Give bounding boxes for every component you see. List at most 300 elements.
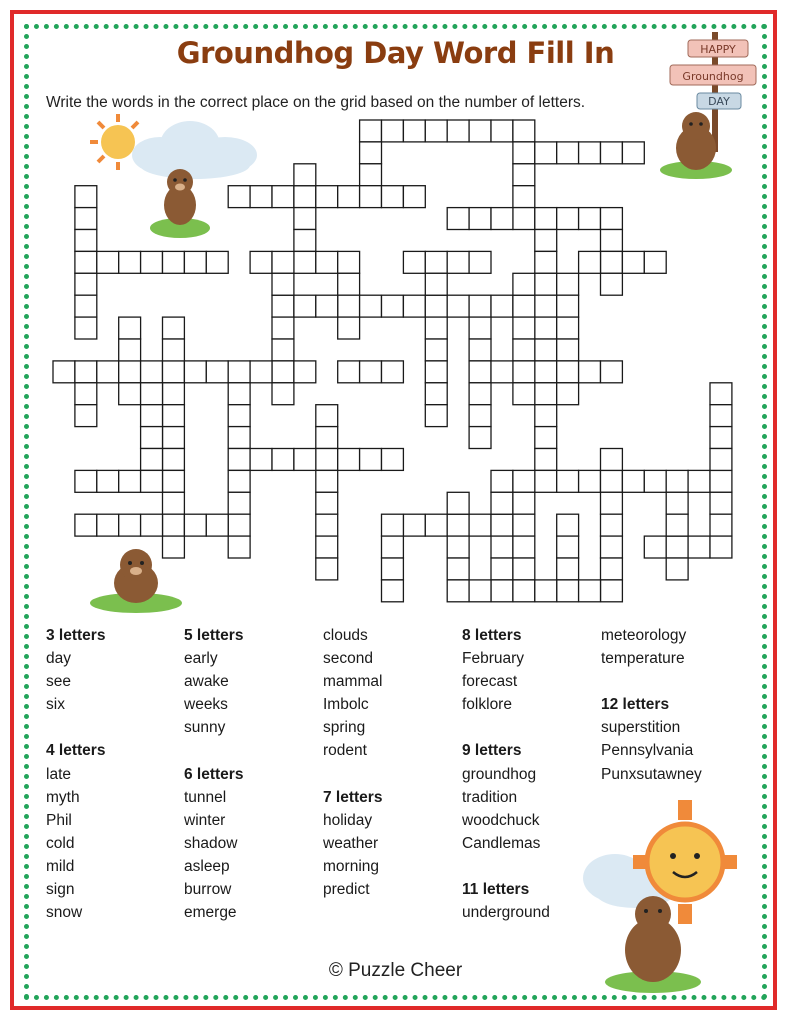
- word-list-column-4: [462, 624, 550, 924]
- word-list-item: morning: [323, 857, 379, 875]
- grid-cell[interactable]: [206, 361, 228, 383]
- grid-cell[interactable]: [491, 470, 513, 492]
- grid-cell[interactable]: [228, 470, 250, 492]
- word-list-item: see: [46, 673, 71, 691]
- grid-cell[interactable]: [710, 405, 732, 427]
- grid-cell[interactable]: [710, 492, 732, 514]
- grid-cell[interactable]: [491, 361, 513, 383]
- grid-cell[interactable]: [425, 514, 447, 536]
- word-list-column-2: [184, 624, 243, 924]
- grid-cell[interactable]: [447, 208, 469, 230]
- word-group-heading: 8 letters: [462, 627, 522, 644]
- grid-cell[interactable]: [579, 361, 601, 383]
- grid-cell[interactable]: [228, 405, 250, 427]
- grid-cell[interactable]: [403, 295, 425, 317]
- grid-cell[interactable]: [469, 514, 491, 536]
- grid-cell[interactable]: [75, 470, 97, 492]
- grid-cell[interactable]: [601, 470, 623, 492]
- grid-cell[interactable]: [513, 514, 535, 536]
- grid-cell[interactable]: [491, 295, 513, 317]
- grid-cell[interactable]: [557, 558, 579, 580]
- word-group-heading: 5 letters: [184, 627, 244, 644]
- word-list-item: tunnel: [184, 788, 227, 806]
- grid-cell[interactable]: [272, 339, 294, 361]
- grid-cell[interactable]: [579, 142, 601, 164]
- grid-cell[interactable]: [425, 361, 447, 383]
- grid-cell[interactable]: [447, 536, 469, 558]
- word-list-item: Pennsylvania: [601, 742, 694, 760]
- word-list-item: weather: [323, 834, 379, 852]
- grid-cell[interactable]: [294, 449, 316, 471]
- grid-cell[interactable]: [338, 449, 360, 471]
- grid-cell[interactable]: [425, 120, 447, 142]
- grid-cell[interactable]: [513, 186, 535, 208]
- grid-cell[interactable]: [382, 295, 404, 317]
- grid-cell[interactable]: [513, 536, 535, 558]
- word-list-item: predict: [323, 881, 370, 899]
- grid-cell[interactable]: [360, 120, 382, 142]
- grid-cell[interactable]: [141, 251, 163, 273]
- grid-cell[interactable]: [535, 339, 557, 361]
- grid-cell[interactable]: [75, 514, 97, 536]
- word-list-item: mammal: [323, 673, 383, 691]
- word-list-item: emerge: [184, 904, 237, 922]
- grid-cell[interactable]: [228, 383, 250, 405]
- grid-cell[interactable]: [513, 470, 535, 492]
- grid-cell[interactable]: [557, 317, 579, 339]
- svg-text:HAPPY: HAPPY: [700, 43, 736, 56]
- grid-cell[interactable]: [535, 208, 557, 230]
- grid-cell[interactable]: [557, 295, 579, 317]
- grid-cell[interactable]: [491, 492, 513, 514]
- word-list-item: holiday: [323, 811, 373, 829]
- grid-cell[interactable]: [184, 514, 206, 536]
- grid-cell[interactable]: [360, 142, 382, 164]
- grid-cell[interactable]: [75, 208, 97, 230]
- grid-cell[interactable]: [75, 361, 97, 383]
- grid-cell[interactable]: [513, 273, 535, 295]
- grid-cell[interactable]: [338, 186, 360, 208]
- svg-text:Groundhog: Groundhog: [682, 70, 744, 83]
- grid-cell[interactable]: [228, 449, 250, 471]
- grid-cell[interactable]: [535, 580, 557, 602]
- grid-cell[interactable]: [97, 251, 119, 273]
- grid-cell[interactable]: [513, 317, 535, 339]
- grid-cell[interactable]: [119, 317, 141, 339]
- grid-cell[interactable]: [163, 339, 185, 361]
- grid-cell[interactable]: [579, 470, 601, 492]
- grid-cell[interactable]: [557, 383, 579, 405]
- grid-cell[interactable]: [119, 383, 141, 405]
- grid-cell[interactable]: [163, 405, 185, 427]
- grid-cell[interactable]: [557, 514, 579, 536]
- grid-cell[interactable]: [228, 361, 250, 383]
- grid-cell[interactable]: [513, 120, 535, 142]
- grid-cell[interactable]: [206, 514, 228, 536]
- grid-cell[interactable]: [184, 251, 206, 273]
- grid-cell[interactable]: [53, 361, 75, 383]
- grid-cell[interactable]: [557, 273, 579, 295]
- grid-cell[interactable]: [579, 208, 601, 230]
- grid-cell[interactable]: [360, 295, 382, 317]
- grid-cell[interactable]: [250, 361, 272, 383]
- grid-cell[interactable]: [360, 361, 382, 383]
- grid-cell[interactable]: [513, 580, 535, 602]
- word-list-item: rodent: [323, 742, 367, 760]
- grid-cell[interactable]: [513, 208, 535, 230]
- grid-cell[interactable]: [535, 317, 557, 339]
- grid-cell[interactable]: [710, 514, 732, 536]
- grid-cell[interactable]: [491, 558, 513, 580]
- grid-cell[interactable]: [513, 295, 535, 317]
- grid-cell[interactable]: [601, 536, 623, 558]
- grid-cell[interactable]: [601, 558, 623, 580]
- grid-cell[interactable]: [447, 251, 469, 273]
- grid-cell[interactable]: [425, 383, 447, 405]
- grid-cell[interactable]: [710, 383, 732, 405]
- grid-cell[interactable]: [491, 208, 513, 230]
- grid-cell[interactable]: [272, 295, 294, 317]
- grid-cell[interactable]: [316, 186, 338, 208]
- grid-cell[interactable]: [535, 449, 557, 471]
- grid-cell[interactable]: [425, 273, 447, 295]
- word-list-item: cold: [46, 834, 75, 852]
- grid-cell[interactable]: [75, 405, 97, 427]
- word-group-heading: 7 letters: [323, 788, 383, 806]
- word-list-item: Imbolc: [323, 696, 369, 714]
- grid-cell[interactable]: [469, 120, 491, 142]
- grid-cell[interactable]: [382, 536, 404, 558]
- grid-cell[interactable]: [601, 208, 623, 230]
- grid-cell[interactable]: [360, 164, 382, 186]
- grid-cell[interactable]: [469, 580, 491, 602]
- grid-cell[interactable]: [119, 251, 141, 273]
- word-list-item: asleep: [184, 857, 230, 875]
- word-list-item: temperature: [601, 650, 685, 668]
- word-group-heading: 11 letters: [462, 881, 530, 899]
- grid-cell[interactable]: [469, 208, 491, 230]
- grid-cell[interactable]: [425, 405, 447, 427]
- grid-cell[interactable]: [163, 251, 185, 273]
- grid-cell[interactable]: [206, 251, 228, 273]
- grid-cell[interactable]: [163, 470, 185, 492]
- word-list-column-3: [323, 624, 382, 901]
- grid-cell[interactable]: [557, 361, 579, 383]
- grid-cell[interactable]: [316, 295, 338, 317]
- grid-cell[interactable]: [469, 405, 491, 427]
- grid-cell[interactable]: [97, 470, 119, 492]
- grid-cell[interactable]: [250, 449, 272, 471]
- grid-cell[interactable]: [294, 295, 316, 317]
- grid-cell[interactable]: [97, 514, 119, 536]
- grid-cell[interactable]: [710, 470, 732, 492]
- grid-cell[interactable]: [688, 536, 710, 558]
- grid-cell[interactable]: [447, 514, 469, 536]
- grid-cell[interactable]: [601, 514, 623, 536]
- grid-cell[interactable]: [97, 361, 119, 383]
- grid-cell[interactable]: [513, 383, 535, 405]
- grid-cell[interactable]: [469, 317, 491, 339]
- grid-cell[interactable]: [644, 251, 666, 273]
- grid-cell[interactable]: [513, 339, 535, 361]
- word-group-heading: 9 letters: [462, 742, 522, 760]
- grid-cell[interactable]: [75, 186, 97, 208]
- word-list-item: forecast: [462, 673, 518, 691]
- grid-cell[interactable]: [513, 142, 535, 164]
- grid-cell[interactable]: [272, 383, 294, 405]
- grid-cell[interactable]: [382, 558, 404, 580]
- grid-cell[interactable]: [535, 230, 557, 252]
- grid-cell[interactable]: [557, 208, 579, 230]
- grid-cell[interactable]: [184, 361, 206, 383]
- grid-cell[interactable]: [382, 120, 404, 142]
- word-list-item: awake: [184, 673, 229, 691]
- word-list-item: burrow: [184, 881, 232, 899]
- word-group-heading: 6 letters: [184, 765, 244, 783]
- grid-cell[interactable]: [316, 427, 338, 449]
- grid-cell[interactable]: [601, 230, 623, 252]
- grid-cell[interactable]: [316, 492, 338, 514]
- word-list-column-5: [601, 624, 702, 786]
- grid-cell[interactable]: [75, 251, 97, 273]
- grid-cell[interactable]: [403, 251, 425, 273]
- word-list-item: winter: [184, 811, 226, 829]
- grid-cell[interactable]: [141, 449, 163, 471]
- grid-cell[interactable]: [666, 536, 688, 558]
- grid-cell[interactable]: [338, 251, 360, 273]
- grid-cell[interactable]: [163, 514, 185, 536]
- grid-cell[interactable]: [601, 142, 623, 164]
- grid-cell[interactable]: [469, 361, 491, 383]
- grid-cell[interactable]: [316, 251, 338, 273]
- grid-cell[interactable]: [666, 492, 688, 514]
- word-list-item: meteorology: [601, 627, 687, 644]
- grid-cell[interactable]: [469, 383, 491, 405]
- grid-cell[interactable]: [425, 339, 447, 361]
- grid-cell[interactable]: [644, 470, 666, 492]
- grid-cell[interactable]: [622, 142, 644, 164]
- grid-cell[interactable]: [710, 449, 732, 471]
- grid-cell[interactable]: [688, 470, 710, 492]
- grid-cell[interactable]: [447, 120, 469, 142]
- grid-cell[interactable]: [601, 361, 623, 383]
- grid-cell[interactable]: [250, 186, 272, 208]
- grid-cell[interactable]: [163, 449, 185, 471]
- grid-cell[interactable]: [425, 295, 447, 317]
- grid-cell[interactable]: [272, 251, 294, 273]
- word-group-heading: 3 letters: [46, 627, 106, 644]
- grid-cell[interactable]: [119, 339, 141, 361]
- grid-cell[interactable]: [491, 120, 513, 142]
- word-list-item: mild: [46, 857, 75, 875]
- grid-cell[interactable]: [316, 514, 338, 536]
- grid-cell[interactable]: [228, 186, 250, 208]
- grid-cell[interactable]: [622, 470, 644, 492]
- grid-cell[interactable]: [141, 405, 163, 427]
- grid-cell[interactable]: [141, 514, 163, 536]
- grid-cell[interactable]: [141, 427, 163, 449]
- grid-cell[interactable]: [447, 295, 469, 317]
- grid-cell[interactable]: [579, 251, 601, 273]
- grid-cell[interactable]: [316, 470, 338, 492]
- grid-cell[interactable]: [228, 536, 250, 558]
- grid-cell[interactable]: [272, 361, 294, 383]
- grid-cell[interactable]: [316, 558, 338, 580]
- grid-cell[interactable]: [535, 295, 557, 317]
- grid-cell[interactable]: [491, 580, 513, 602]
- grid-cell[interactable]: [491, 514, 513, 536]
- grid-cell[interactable]: [447, 558, 469, 580]
- svg-text:DAY: DAY: [708, 95, 730, 108]
- grid-cell[interactable]: [294, 186, 316, 208]
- grid-cell[interactable]: [601, 449, 623, 471]
- grid-cell[interactable]: [163, 427, 185, 449]
- grid-cell[interactable]: [360, 186, 382, 208]
- grid-cell[interactable]: [294, 361, 316, 383]
- grid-cell[interactable]: [75, 317, 97, 339]
- grid-cell[interactable]: [535, 427, 557, 449]
- grid-cell[interactable]: [601, 580, 623, 602]
- word-list-item: Punxsutawney: [601, 765, 702, 783]
- grid-cell[interactable]: [579, 580, 601, 602]
- grid-cell[interactable]: [338, 361, 360, 383]
- grid-cell[interactable]: [228, 492, 250, 514]
- grid-cell[interactable]: [644, 536, 666, 558]
- grid-cell[interactable]: [294, 164, 316, 186]
- grid-cell[interactable]: [272, 449, 294, 471]
- grid-cell[interactable]: [382, 580, 404, 602]
- grid-cell[interactable]: [535, 361, 557, 383]
- word-list-item: six: [46, 696, 65, 714]
- word-list-item: February: [462, 650, 525, 668]
- grid-cell[interactable]: [469, 251, 491, 273]
- word-list-item: shadow: [184, 834, 238, 852]
- grid-cell[interactable]: [469, 339, 491, 361]
- word-list-item: superstition: [601, 719, 681, 737]
- grid-cell[interactable]: [119, 514, 141, 536]
- grid-cell[interactable]: [666, 470, 688, 492]
- grid-cell[interactable]: [382, 514, 404, 536]
- grid-cell[interactable]: [425, 251, 447, 273]
- grid-cell[interactable]: [228, 427, 250, 449]
- grid-cell[interactable]: [622, 251, 644, 273]
- grid-cell[interactable]: [316, 536, 338, 558]
- word-list-item: spring: [323, 719, 366, 737]
- grid-cell[interactable]: [710, 427, 732, 449]
- grid-cell[interactable]: [535, 273, 557, 295]
- grid-cell[interactable]: [557, 580, 579, 602]
- grid-cell[interactable]: [535, 142, 557, 164]
- grid-cell[interactable]: [141, 470, 163, 492]
- grid-cell[interactable]: [119, 470, 141, 492]
- grid-cell[interactable]: [382, 186, 404, 208]
- word-list-item: late: [46, 765, 71, 783]
- grid-cell[interactable]: [75, 383, 97, 405]
- grid-cell[interactable]: [491, 536, 513, 558]
- grid-cell[interactable]: [163, 536, 185, 558]
- grid-cell[interactable]: [601, 251, 623, 273]
- grid-cell[interactable]: [535, 405, 557, 427]
- grid-cell[interactable]: [557, 142, 579, 164]
- grid-cell[interactable]: [163, 317, 185, 339]
- word-list-item: underground: [462, 904, 550, 922]
- grid-cell[interactable]: [447, 580, 469, 602]
- word-list-item: early: [184, 650, 218, 668]
- grid-cell[interactable]: [228, 514, 250, 536]
- grid-cell[interactable]: [163, 383, 185, 405]
- grid-cell[interactable]: [666, 514, 688, 536]
- grid-cell[interactable]: [425, 317, 447, 339]
- word-group-heading: 4 letters: [46, 742, 106, 760]
- grid-cell[interactable]: [163, 361, 185, 383]
- grid-cell[interactable]: [250, 251, 272, 273]
- word-list-item: tradition: [462, 788, 518, 806]
- grid-cell[interactable]: [75, 273, 97, 295]
- grid-cell[interactable]: [513, 361, 535, 383]
- word-list-item: woodchuck: [462, 811, 540, 829]
- grid-cell[interactable]: [535, 251, 557, 273]
- grid-cell[interactable]: [141, 383, 163, 405]
- word-list-column-1: [46, 624, 105, 924]
- grid-cell[interactable]: [403, 186, 425, 208]
- grid-cell[interactable]: [403, 514, 425, 536]
- word-list-item: folklore: [462, 696, 512, 714]
- grid-cell[interactable]: [513, 492, 535, 514]
- grid-cell[interactable]: [447, 492, 469, 514]
- copyright-footer: © Puzzle Cheer: [328, 960, 463, 981]
- grid-cell[interactable]: [294, 230, 316, 252]
- grid-cell[interactable]: [272, 186, 294, 208]
- grid-cell[interactable]: [557, 339, 579, 361]
- word-list-item: weeks: [184, 696, 228, 714]
- grid-cell[interactable]: [403, 120, 425, 142]
- grid-cell[interactable]: [338, 295, 360, 317]
- grid-cell[interactable]: [513, 164, 535, 186]
- grid-cell[interactable]: [535, 470, 557, 492]
- grid-cell[interactable]: [469, 427, 491, 449]
- grid-cell[interactable]: [294, 251, 316, 273]
- grid-cell[interactable]: [601, 273, 623, 295]
- grid-cell[interactable]: [601, 492, 623, 514]
- grid-cell[interactable]: [710, 536, 732, 558]
- grid-cell[interactable]: [338, 317, 360, 339]
- grid-cell[interactable]: [666, 558, 688, 580]
- grid-cell[interactable]: [316, 449, 338, 471]
- word-list-item: second: [323, 650, 373, 668]
- grid-cell[interactable]: [316, 405, 338, 427]
- grid-cell[interactable]: [360, 449, 382, 471]
- grid-cell[interactable]: [294, 208, 316, 230]
- grid-cell[interactable]: [75, 295, 97, 317]
- grid-cell[interactable]: [272, 273, 294, 295]
- grid-cell[interactable]: [469, 295, 491, 317]
- grid-cell[interactable]: [557, 536, 579, 558]
- word-list-item: myth: [46, 788, 80, 806]
- grid-cell[interactable]: [119, 361, 141, 383]
- grid-cell[interactable]: [557, 470, 579, 492]
- grid-cell[interactable]: [338, 273, 360, 295]
- grid-cell[interactable]: [163, 492, 185, 514]
- grid-cell[interactable]: [382, 449, 404, 471]
- grid-cell[interactable]: [272, 317, 294, 339]
- grid-cell[interactable]: [75, 230, 97, 252]
- page-title: Groundhog Day Word Fill In: [176, 36, 615, 70]
- grid-cell[interactable]: [535, 383, 557, 405]
- grid-cell[interactable]: [382, 361, 404, 383]
- grid-cell[interactable]: [141, 361, 163, 383]
- word-list-item: Candlemas: [462, 834, 541, 852]
- grid-cell[interactable]: [513, 558, 535, 580]
